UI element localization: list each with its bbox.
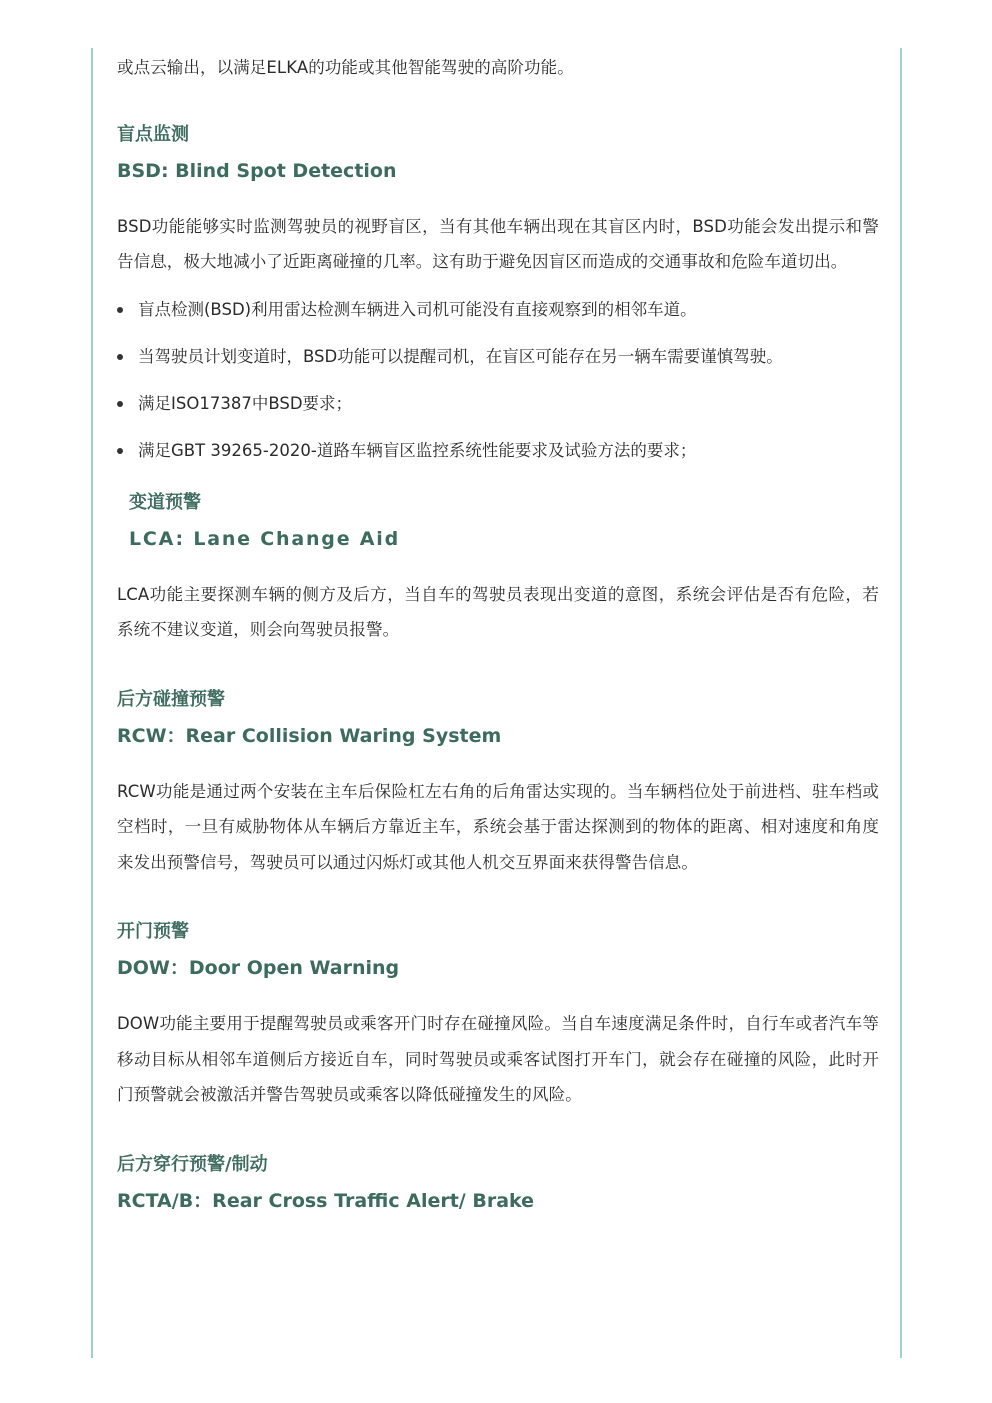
lca-paragraph: LCA功能主要探测车辆的侧方及后方，当自车的驾驶员表现出变道的意图，系统会评估是否有危险，若系统不建议变道，则会向驾驶员报警。 — [117, 584, 879, 639]
section-rcw — [117, 682, 879, 881]
lca-title-cn: 变道预警 — [129, 491, 201, 513]
bullet-dot-icon — [117, 354, 123, 360]
intro-paragraph-tail: 或点云输出，以满足ELKA的功能或其他智能驾驶的高阶功能。 — [117, 58, 574, 77]
bullet-dot-icon — [117, 307, 123, 313]
section-bsd — [117, 117, 879, 465]
bsd-title-en: BSD: Blind Spot Detection — [117, 159, 397, 182]
bullet-dot-icon — [117, 401, 123, 407]
dow-title-cn: 开门预警 — [117, 921, 189, 942]
dow-title-en: DOW：Door Open Warning — [117, 957, 400, 979]
rcw-title-cn: 后方碰撞预警 — [117, 688, 225, 710]
document-body — [117, 50, 879, 1219]
left-border-line — [91, 48, 93, 1358]
right-border-line — [900, 48, 902, 1358]
rcta-title-cn: 后方穿行预警/制动 — [117, 1153, 268, 1175]
bsd-title-cn: 盲点监测 — [117, 123, 189, 145]
rcw-title-en: RCW：Rear Collision Waring System — [117, 724, 502, 747]
list-item — [117, 343, 879, 371]
list-item-text: 当驾驶员计划变道时，BSD功能可以提醒司机，在盲区可能存在另一辆车需要谨慎驾驶。 — [138, 346, 783, 366]
list-item-text: 满足ISO17387中BSD要求； — [138, 393, 353, 413]
rcw-paragraph: RCW功能是通过两个安装在主车后保险杠左右角的后角雷达实现的。当车辆档位处于前进档、驻车档或空档时，一旦有威胁物体从车辆后方靠近主车，系统会基于雷达探测到的物体的距离、相对速度和角度来发出预警信号，驾驶员可以通过闪烁灯或其他人机交互界面来获得警告信息。 — [117, 781, 879, 872]
rcta-title-en: RCTA/B：Rear Cross Traffic Alert/ Brake — [117, 1189, 535, 1212]
list-item — [117, 437, 879, 465]
section-lca — [117, 485, 879, 648]
list-item — [117, 390, 879, 418]
bullet-dot-icon — [117, 448, 123, 454]
dow-paragraph: DOW功能主要用于提醒驾驶员或乘客开门时存在碰撞风险。当自车速度满足条件时，自行车或者汽车等移动目标从相邻车道侧后方接近自车，同时驾驶员或乘客试图打开车门，就会存在碰撞的风险，此时开门预警就会被激活并警告驾驶员或乘客以降低碰撞发生的风险。 — [117, 1014, 879, 1104]
bsd-bullet-list — [117, 296, 879, 465]
list-item — [117, 296, 879, 324]
bsd-paragraph: BSD功能能够实时监测驾驶员的视野盲区，当有其他车辆出现在其盲区内时，BSD功能会发出提示和警告信息，极大地减小了近距离碰撞的几率。这有助于避免因盲区而造成的交通事故和危险车道切出。 — [117, 216, 879, 271]
section-dow — [117, 914, 879, 1113]
lca-title-en: LCA: Lane Change Aid — [129, 527, 401, 550]
section-rcta — [117, 1147, 879, 1219]
list-item-text: 满足GBT 39265-2020-道路车辆盲区监控系统性能要求及试验方法的要求； — [138, 440, 697, 460]
list-item-text: 盲点检测(BSD)利用雷达检测车辆进入司机可能没有直接观察到的相邻车道。 — [138, 299, 697, 319]
